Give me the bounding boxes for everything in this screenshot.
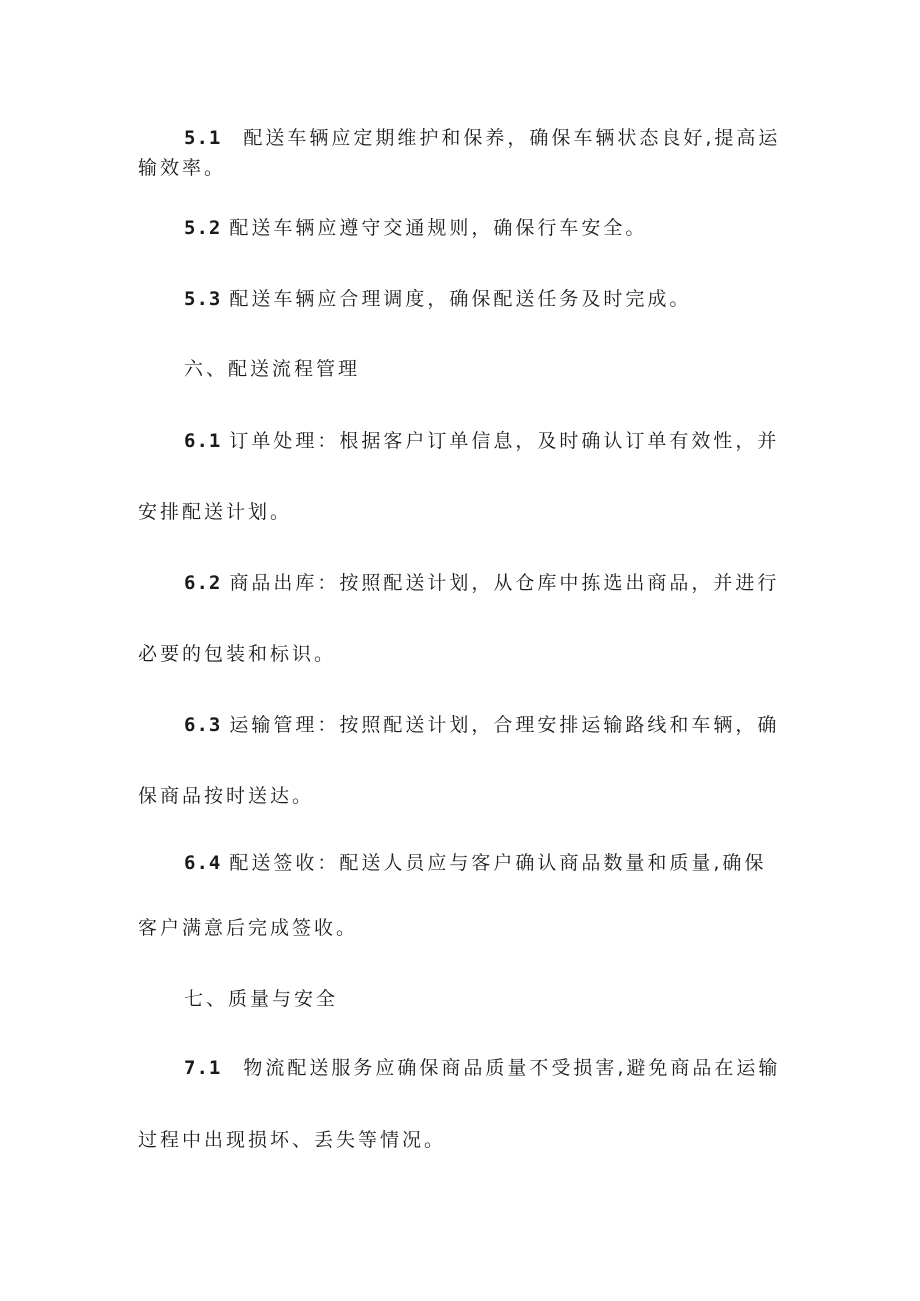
clause-text: 运输管理：按照配送计划，合理安排运输路线和车辆，确 [229,714,780,736]
paragraph-6-3-line-1 [184,713,779,737]
clause-number: 5.1 [184,127,222,149]
paragraph-6-1-line-2 [138,500,292,524]
clause-number: 7.1 [184,1057,222,1079]
clause-text: 配送车辆应定期维护和保养，确保车辆状态良好,提高运 [243,127,781,149]
clause-number: 6.1 [184,430,222,452]
clause-text: 商品出库：按照配送计划，从仓库中拣选出商品，并进行 [229,572,780,594]
clause-text: 订单处理：根据客户订单信息，及时确认订单有效性，并 [229,430,780,452]
clause-text: 配送签收：配送人员应与客户确认商品数量和质量,确保 [229,852,767,874]
clause-text-continuation: 保商品按时送达。 [138,785,315,807]
section-heading-text: 六、配送流程管理 [184,358,361,380]
clause-text: 配送车辆应遵守交通规则，确保行车安全。 [229,217,648,239]
paragraph-6-2-line-1 [184,571,779,595]
paragraph-6-2-line-2 [138,642,336,666]
paragraph-6-4-line-1 [184,851,766,875]
paragraph-6-3-line-2 [138,784,314,808]
section-heading-6 [184,357,360,381]
clause-text-continuation: 过程中出现损坏、丢失等情况。 [138,1129,447,1151]
clause-number: 6.3 [184,714,222,736]
clause-number: 6.4 [184,852,222,874]
paragraph-5-2 [184,216,647,240]
clause-number: 6.2 [184,572,222,594]
section-heading-text: 七、质量与安全 [184,988,339,1010]
clause-text-continuation: 安排配送计划。 [138,501,293,523]
clause-text-continuation: 输效率。 [138,157,227,179]
paragraph-6-4-line-2 [138,916,358,940]
clause-text-continuation: 必要的包装和标识。 [138,643,337,665]
clause-number: 5.2 [184,217,222,239]
section-heading-7 [184,987,338,1011]
clause-text: 物流配送服务应确保商品质量不受损害,避免商品在运输 [243,1057,781,1079]
paragraph-5-3 [184,287,691,311]
paragraph-6-1-line-1 [184,429,779,453]
clause-text-continuation: 客户满意后完成签收。 [138,917,359,939]
paragraph-5-1-line-1 [184,126,780,150]
paragraph-5-1-line-2 [138,156,226,180]
clause-text: 配送车辆应合理调度，确保配送任务及时完成。 [229,288,692,310]
paragraph-7-1-line-2 [138,1128,446,1152]
clause-number: 5.3 [184,288,222,310]
paragraph-7-1-line-1 [184,1056,780,1080]
